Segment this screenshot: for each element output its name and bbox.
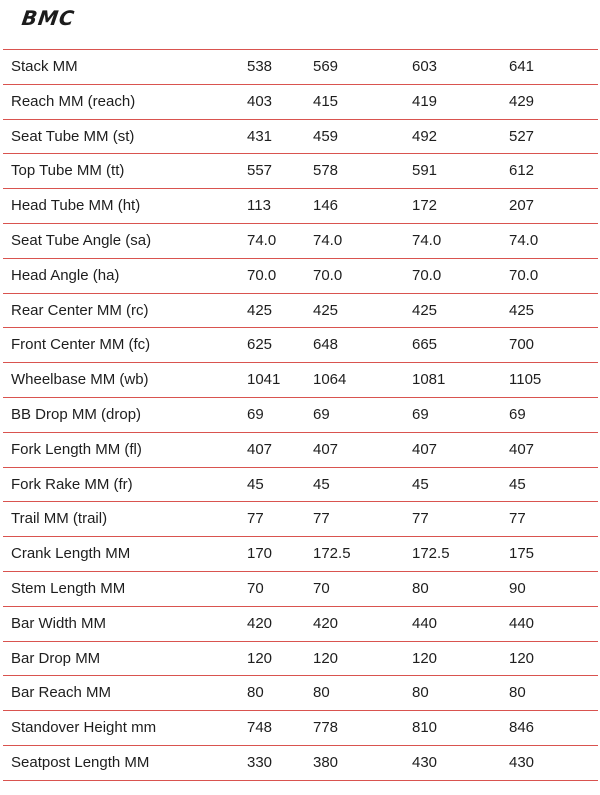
table-row [3, 642, 598, 677]
size-1-value: 1041 [247, 371, 281, 389]
table-row [3, 50, 598, 85]
row-label: Seat Tube MM (st) [11, 127, 135, 145]
page-header [0, 0, 600, 48]
table-row [3, 711, 598, 746]
size-4-value: 80 [509, 684, 526, 702]
size-2-value: 648 [313, 336, 339, 354]
size-2-value: 69 [313, 405, 330, 423]
size-2-value: 578 [313, 162, 339, 180]
size-1-value: 80 [247, 684, 264, 702]
geometry-table [3, 49, 598, 781]
row-label: Fork Rake MM (fr) [11, 475, 133, 493]
size-3-value: 70.0 [412, 266, 442, 284]
size-1-value: 557 [247, 162, 273, 180]
size-3-value: 172.5 [412, 545, 450, 563]
size-2-value: 425 [313, 301, 339, 319]
table-row [3, 502, 598, 537]
row-label: Seatpost Length MM [11, 753, 150, 771]
bmc-logo[interactable]: BMC [20, 6, 77, 30]
size-1-value: 74.0 [247, 231, 277, 249]
size-2-value: 80 [313, 684, 330, 702]
size-3-value: 77 [412, 510, 429, 528]
size-4-value: 69 [509, 405, 526, 423]
size-2-value: 407 [313, 440, 339, 458]
size-3-value: 440 [412, 614, 438, 632]
table-row [3, 607, 598, 642]
size-4-value: 175 [509, 545, 535, 563]
size-1-value: 77 [247, 510, 264, 528]
size-2-value: 172.5 [313, 545, 351, 563]
size-4-value: 45 [509, 475, 526, 493]
row-label: Bar Reach MM [11, 684, 112, 702]
row-label: Head Tube MM (ht) [11, 197, 141, 215]
row-label: Seat Tube Angle (sa) [11, 231, 152, 249]
size-1-value: 330 [247, 753, 273, 771]
row-label: Wheelbase MM (wb) [11, 371, 149, 389]
size-1-value: 407 [247, 440, 273, 458]
table-row [3, 433, 598, 468]
size-3-value: 591 [412, 162, 438, 180]
size-1-value: 69 [247, 405, 264, 423]
size-1-value: 70 [247, 579, 264, 597]
size-1-value: 420 [247, 614, 273, 632]
size-2-value: 45 [313, 475, 330, 493]
size-1-value: 425 [247, 301, 273, 319]
table-row [3, 746, 598, 781]
row-label: Trail MM (trail) [11, 510, 108, 528]
row-label: Bar Width MM [11, 614, 107, 632]
row-label: Stem Length MM [11, 579, 126, 597]
table-row [3, 537, 598, 572]
row-label: Rear Center MM (rc) [11, 301, 149, 319]
row-label: Crank Length MM [11, 545, 131, 563]
row-label: Front Center MM (fc) [11, 336, 151, 354]
size-4-value: 407 [509, 440, 535, 458]
size-4-value: 430 [509, 753, 535, 771]
size-3-value: 80 [412, 684, 429, 702]
table-row [3, 259, 598, 294]
size-1-value: 625 [247, 336, 273, 354]
row-label: BB Drop MM (drop) [11, 405, 142, 423]
size-2-value: 380 [313, 753, 339, 771]
row-label: Standover Height mm [11, 719, 157, 737]
size-2-value: 120 [313, 649, 339, 667]
size-2-value: 70 [313, 579, 330, 597]
size-1-value: 403 [247, 92, 273, 110]
size-4-value: 527 [509, 127, 535, 145]
row-label: Reach MM (reach) [11, 92, 136, 110]
size-2-value: 420 [313, 614, 339, 632]
table-row [3, 572, 598, 607]
size-1-value: 538 [247, 58, 273, 75]
table-row [3, 328, 598, 363]
size-4-value: 207 [509, 197, 535, 215]
size-3-value: 492 [412, 127, 438, 145]
size-3-value: 74.0 [412, 231, 442, 249]
size-1-value: 748 [247, 719, 273, 737]
size-2-value: 569 [313, 58, 339, 75]
row-label: Top Tube MM (tt) [11, 162, 125, 180]
size-2-value: 415 [313, 92, 339, 110]
size-3-value: 80 [412, 579, 429, 597]
size-3-value: 430 [412, 753, 438, 771]
size-4-value: 429 [509, 92, 535, 110]
size-2-value: 146 [313, 197, 339, 215]
size-3-value: 120 [412, 649, 438, 667]
size-3-value: 407 [412, 440, 438, 458]
size-2-value: 74.0 [313, 231, 343, 249]
size-4-value: 700 [509, 336, 535, 354]
table-row [3, 363, 598, 398]
table-row [3, 468, 598, 503]
size-4-value: 70.0 [509, 266, 539, 284]
size-2-value: 70.0 [313, 266, 343, 284]
size-4-value: 77 [509, 510, 526, 528]
size-3-value: 1081 [412, 371, 446, 389]
size-3-value: 665 [412, 336, 438, 354]
size-3-value: 69 [412, 405, 429, 423]
table-row [3, 676, 598, 711]
table-row [3, 398, 598, 433]
table-row [3, 224, 598, 259]
size-4-value: 425 [509, 301, 535, 319]
size-1-value: 70.0 [247, 266, 277, 284]
size-4-value: 1105 [509, 371, 542, 389]
table-row [3, 189, 598, 224]
size-1-value: 113 [247, 197, 271, 215]
size-4-value: 90 [509, 579, 526, 597]
size-4-value: 846 [509, 719, 535, 737]
size-3-value: 419 [412, 92, 438, 110]
size-1-value: 120 [247, 649, 273, 667]
size-4-value: 74.0 [509, 231, 539, 249]
table-row [3, 120, 598, 155]
size-4-value: 120 [509, 649, 535, 667]
size-2-value: 1064 [313, 371, 347, 389]
size-4-value: 641 [509, 58, 535, 75]
size-3-value: 810 [412, 719, 438, 737]
size-1-value: 170 [247, 545, 273, 563]
size-3-value: 603 [412, 58, 438, 75]
size-3-value: 45 [412, 475, 429, 493]
size-3-value: 172 [412, 197, 438, 215]
size-1-value: 45 [247, 475, 264, 493]
table-row [3, 154, 598, 189]
row-label: Bar Drop MM [11, 649, 101, 667]
size-4-value: 440 [509, 614, 535, 632]
size-4-value: 612 [509, 162, 535, 180]
table-row [3, 294, 598, 329]
row-label: Stack MM [11, 58, 78, 75]
size-2-value: 459 [313, 127, 339, 145]
row-label: Head Angle (ha) [11, 266, 120, 284]
size-3-value: 425 [412, 301, 438, 319]
size-1-value: 431 [247, 127, 273, 145]
size-2-value: 778 [313, 719, 339, 737]
row-label: Fork Length MM (fl) [11, 440, 142, 458]
table-row [3, 85, 598, 120]
size-2-value: 77 [313, 510, 330, 528]
